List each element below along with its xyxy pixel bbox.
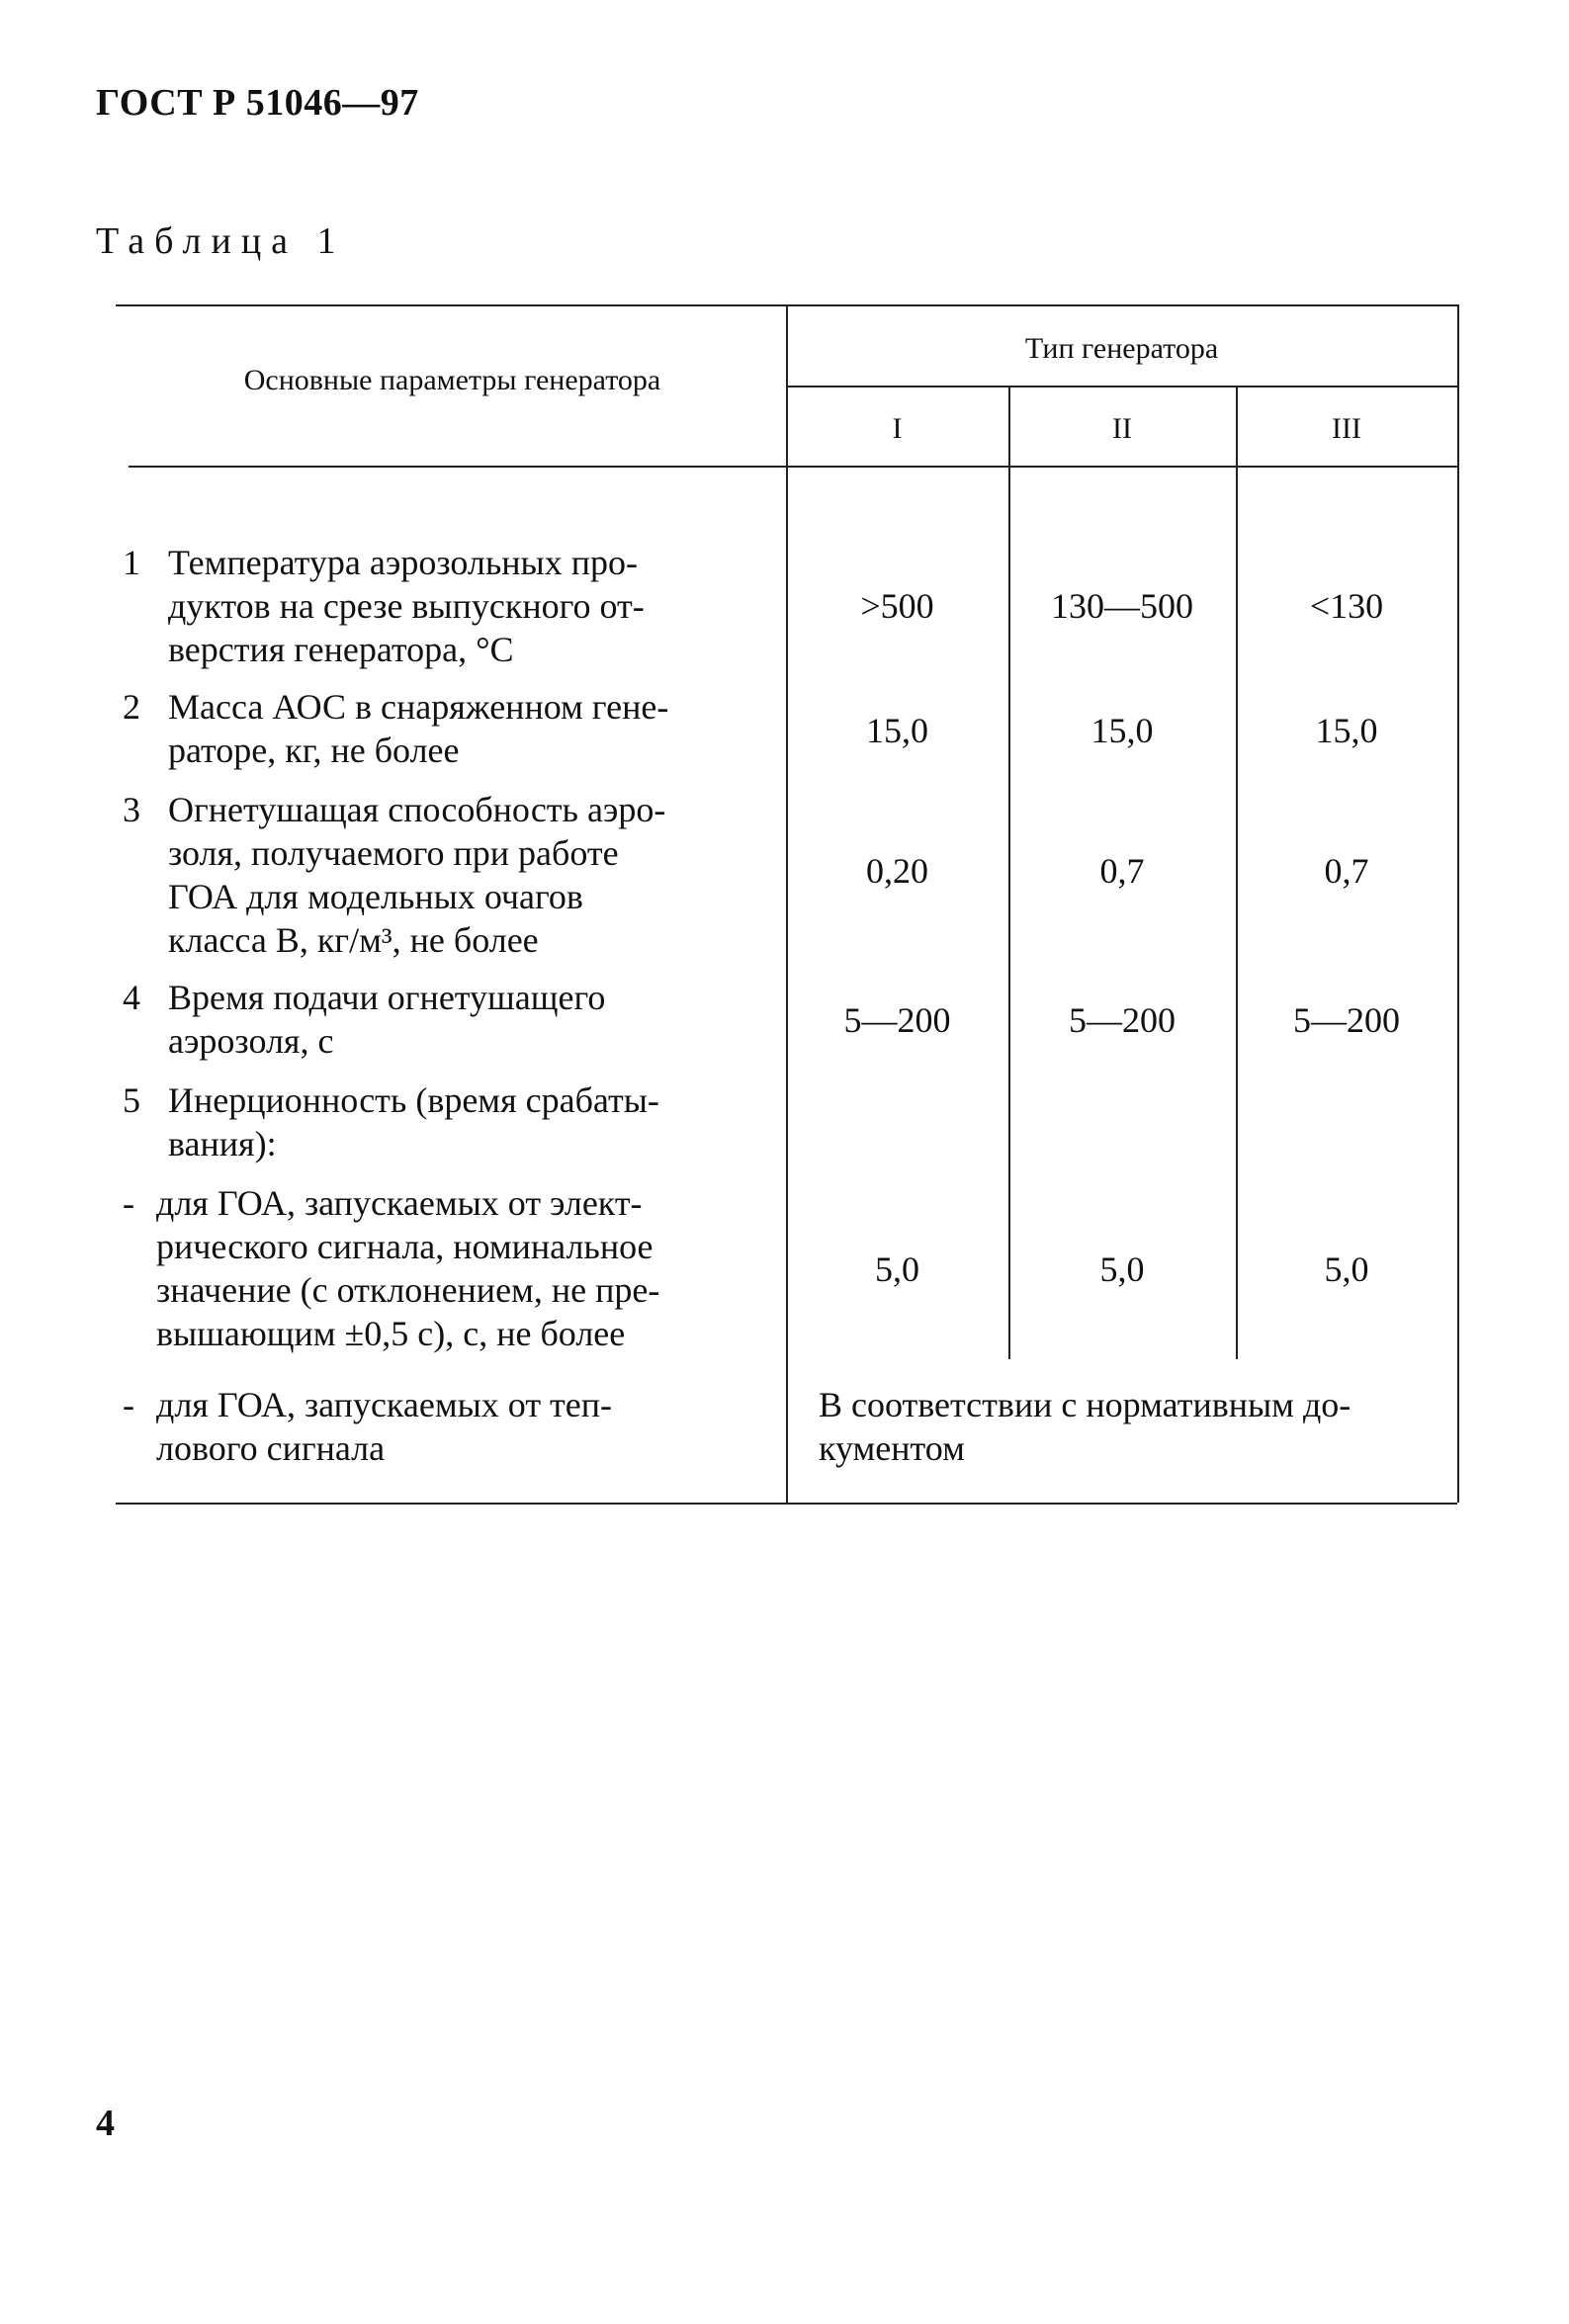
row-value-type-1: 5,0 [875,1249,919,1289]
row-parameter-line: рического сигнала, номинальное [156,1227,654,1266]
row-parameter-line: класса В, кг/м³, не более [168,920,539,960]
merged-value-line: В соответствии с нормативным до- [819,1385,1351,1424]
row-parameter-line: лового сигнала [156,1428,386,1468]
document-header: ГОСТ Р 51046—97 [96,82,419,124]
type-subheader-line [786,386,1457,387]
row-value-type-1: 0,20 [866,851,928,891]
row-number: 4 [123,978,140,1017]
row-value-type-2: 5,0 [1099,1249,1145,1289]
merged-value-line: кументом [819,1428,965,1468]
type-header-1: I [892,412,903,445]
row-parameter-line: раторе, кг, не более [168,731,460,770]
row-parameter-line: Огнетушащая способность аэро- [168,790,666,829]
row-value-type-2: 5—200 [1069,1000,1176,1040]
param-column-divider [786,304,788,1503]
row-dash: - [123,1385,134,1424]
row-value-type-1: 5—200 [843,1000,951,1040]
row-parameter-line: для ГОА, запускаемых от теп- [156,1385,613,1424]
row-parameter-line: Инерционность (время срабаты- [168,1080,659,1120]
row-value-type-1: 15,0 [866,711,928,750]
row-value-type-2: 15,0 [1090,711,1154,750]
param-column-header: Основные параметры генератора [243,364,661,396]
type-header-2: II [1112,412,1132,445]
row-parameter-line: значение (с отклонением, не пре- [156,1270,660,1310]
row-value-type-3: 5—200 [1293,1000,1400,1040]
row-parameter-line: ГОА для модельных очагов [168,877,583,916]
row-parameter-line: для ГОА, запускаемых от элект- [156,1183,643,1223]
page-number: 4 [96,2103,115,2144]
row-value-type-3: 0,7 [1324,851,1369,891]
row-parameter-line: аэрозоля, с [168,1021,334,1061]
row-parameter-line: вышающим ±0,5 с), с, не более [156,1314,626,1353]
table-caption: Таблица 1 [96,220,346,262]
table-right-border [1457,304,1459,1503]
row-value-type-2: 130—500 [1051,586,1193,626]
row-parameter-line: верстия генератора, °С [168,630,514,669]
row-parameter-line: вания): [168,1124,277,1163]
row-number: 2 [123,687,140,727]
row-value-type-1: >500 [860,586,934,626]
row-value-type-3: 15,0 [1315,711,1378,750]
row-value-type-3: <130 [1309,586,1384,626]
row-number: 1 [123,543,140,582]
table-bottom-border [116,1503,1457,1505]
row-parameter-line: дуктов на срезе выпускного от- [168,586,645,626]
row-number: 5 [123,1080,140,1120]
row-parameter-line: золя, получаемого при работе [168,833,619,873]
row-value-type-2: 0,7 [1099,851,1145,891]
type-header-3: III [1332,412,1361,445]
type-column-header: Тип генератора [1024,332,1219,365]
row-dash: - [123,1183,134,1223]
row-number: 3 [123,790,140,829]
row-parameter-line: Время подачи огнетушащего [168,978,606,1017]
row-parameter-line: Масса АОС в снаряженном гене- [168,687,669,727]
row-value-type-3: 5,0 [1324,1249,1369,1289]
row-parameter-line: Температура аэрозольных про- [168,543,638,582]
header-bottom-border [129,466,1457,468]
